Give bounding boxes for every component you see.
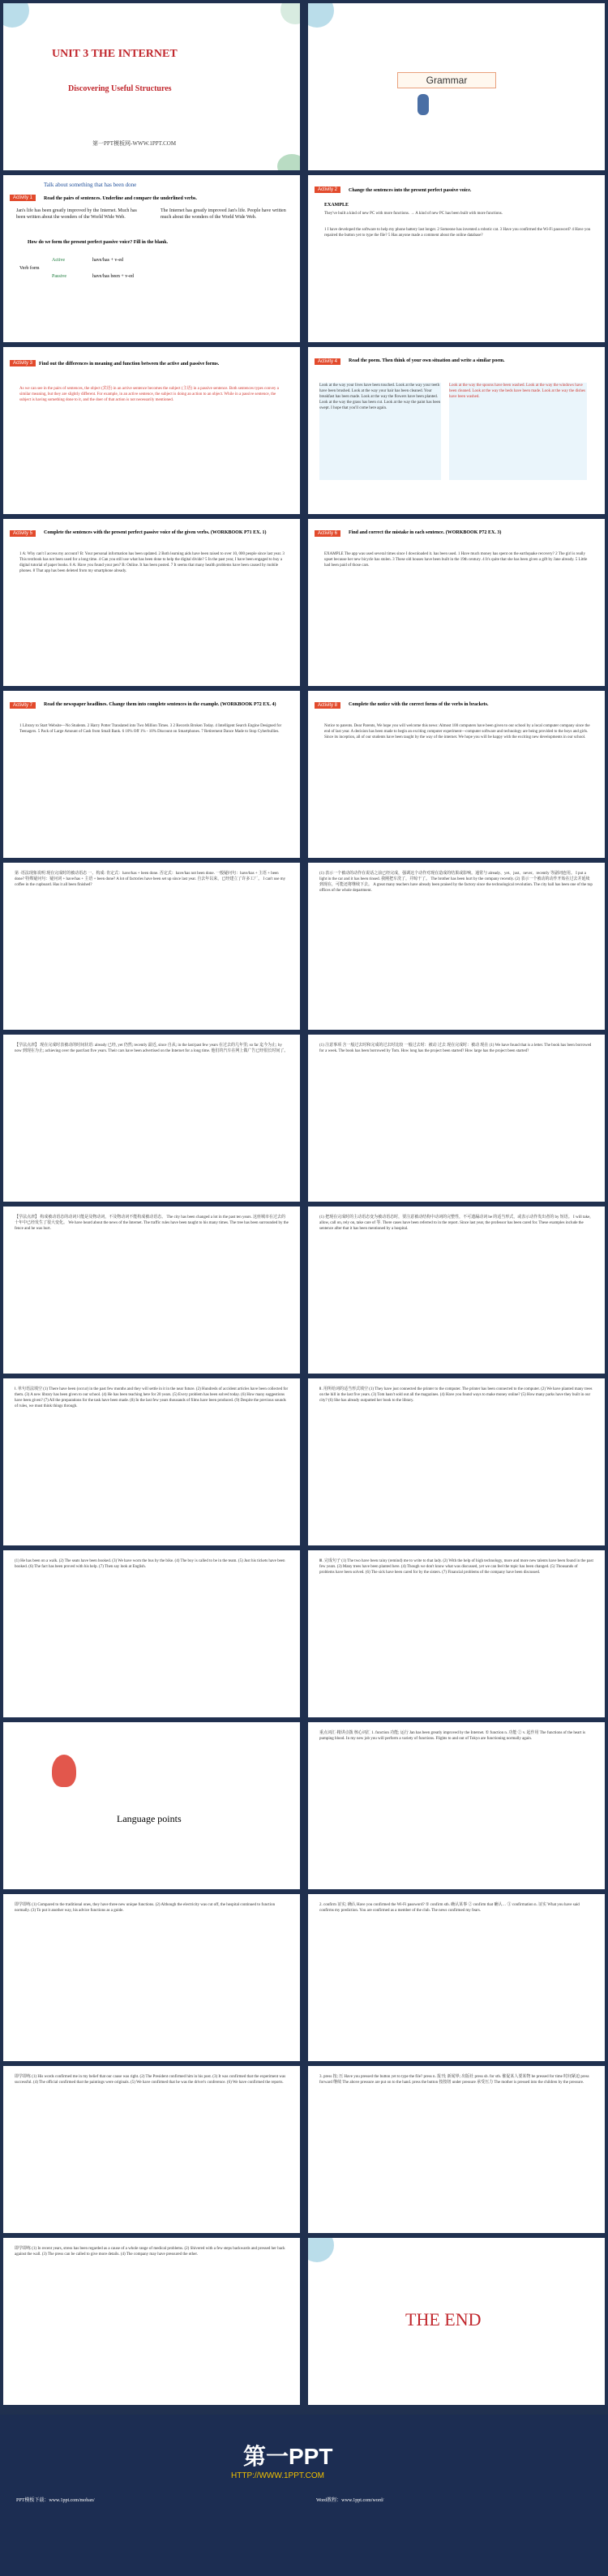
activity-tag: Activity 6 (315, 530, 340, 537)
footer-banner (0, 2415, 608, 2576)
cover-source: 第一PPT模板网-WWW.1PPT.COM (92, 140, 177, 147)
slide-27[interactable] (3, 2238, 300, 2405)
instruction: Complete the notice with the correct forms of the verbs in brackets. (349, 702, 489, 707)
notes-text: As we can see in the pairs of sentences, the object (宾语) in an active sentence becomes the subject (主语) in a passive sentence. Both sentences types convey a similar meaning, but they are slightly different. For example, in an active sentence, the subject is doing an action to an object. While in a passive sentence, the subject is having something done to it, and the doer of that action is not necessarily mentioned. (19, 387, 279, 402)
instruction: Find and correct the mistake in each sentence. (WORKBOOK P72 EX. 3) (349, 530, 502, 535)
slide-activity7[interactable] (308, 691, 605, 858)
slide-14[interactable] (308, 1035, 605, 1202)
slide-activity5[interactable] (308, 519, 605, 686)
instruction: Read the poem. Then think of your own situation and write a similar poem. (349, 358, 505, 363)
slide-the-end[interactable] (308, 2238, 605, 2405)
activity-tag: Activity 4 (315, 358, 340, 365)
slide-notes[interactable] (3, 347, 300, 514)
activity-tag: Activity 5 (10, 530, 36, 537)
slide-19[interactable] (3, 1550, 300, 1717)
items-text: 1 I have developed the software to help my phone battery last longer. 2 Someone has invented a robotic cat. 3 Have you confirmed the Wi-Fi password? 4 Have you repaired the button yet to type the file? 5 Has anyone made a comment about the online database? (324, 228, 591, 238)
decoration (280, 3, 300, 24)
slide-text: Ⅰ. 单句语法填空 (1) There have been (occur) in the past few months and they will settle in it in the near future. (2) Hundreds of accident articles have been collected for them. (3) A new library has been given to our school. (4) He has been teaching here for 20 years. (5) Every problem has been solved today. (6) How many suggestions have been given? (7) All the preparations for the task have been made. (8) In the last few years thousands of films have been produced. (9) Despite the previous sounds of rules, we must think things through. (15, 1387, 289, 1408)
instruction: Find out the differences in meaning and function between the active and passive forms. (39, 362, 220, 366)
slide-25[interactable] (3, 2066, 300, 2233)
slide-text: 即学即练 (1) His words confirmed me in my belief that our cause was right. (2) The President confirmed him in his post. (3) It was confirmed that the experiment was successful. (4) The official confirmed that the paintings were originals. (5) We have confirmed that he was the driver's conference. (6) We have confirmed the reports. (15, 2075, 286, 2085)
slide-text: Ⅲ. 完成句子 (1) The two have been rainy (remind) me to write to that lady. (2) With the help of high technology, more and more new talents have been found in the past few years. (3) Many trees have been planted here. (4) Though we don't know what was discussed, yet we can feel the topic has been changed. (5) Thousands of problems have been solved. (6) The sick have been cared for by the sisters. (7) Financial problems of the company have been discussed. (319, 1559, 593, 1575)
example-text: They've built a kind of new PC with more functions. → A kind of new PC has been built with more functions. (324, 212, 503, 216)
instruction: Read the pairs of sentences. Underline and compare the underlined verbs. (44, 196, 197, 201)
slide-24[interactable] (308, 1894, 605, 2061)
slide-20[interactable] (308, 1550, 605, 1717)
brand-logo: 第一PPT (243, 2444, 333, 2469)
slide-text: Ⅱ. 用所给词的适当形式填空 (1) They have just connected the printer to the computer. The printer has been connected to the computer. (2) We have planted many trees on the hill in the last five years. (3) Tom hasn't sold out all the magazines. (4) Have you found ways to make money online? (5) How many parks have they built in our city? (6) She has already outputted her book to the library. (319, 1387, 593, 1403)
footer-left-heading: PPT模板下载：www.1ppt.com/moban/ (16, 2498, 95, 2503)
slide-text: 重点词汇·精讲点拨 核心词汇 1. function 功能; 运行 Jan has been greatly improved by the Internet. ① function n. 功能 ② v. 起作用 The functions of the heart is pumping blood. In my new job you will perform a variety of functions. Flights to and out of Tokyo are functioning normally again. (319, 1731, 585, 1741)
passive-form: have/has been + v-ed (92, 274, 134, 279)
slide-grammar[interactable] (308, 3, 605, 170)
decoration (277, 154, 300, 170)
decoration (308, 2238, 334, 2262)
slide-text: (1) 表示一个被动的动作在说话之前已经完成，强调这个动作对现在造成的结果或影响。通常与 already、yet、just、never、recently 等副词连用。 I put a light in the car and it has been rinsed. 我刚把车洗了，并晾干了。 The brother has been hurt by the company recently. (2) 表示一个被动的动作开始在过去并延续到现在，可能还将继续下去。 A great many teachers have already been praised by the factory since the technological revolution. The city hall has been one of the top offices of the whole department. (319, 872, 593, 893)
text-left: Jan's life has been greatly improved by the Internet. Much has been written about the wonders of the World Wide Web. (16, 208, 137, 220)
balloon-illustration (52, 1755, 76, 1787)
passive-label: Passive (52, 274, 66, 279)
slide-heading: Talk about something that has been done (44, 182, 137, 188)
items-text: Notice to parents. Dear Parents, We hope you will welcome this news: Almost 100 computers have been given to our school by a local computer company since the end of last year. A decision has been made to begin an exciting computer experiment—computer software and technology are being provided to the boys and girls. Since its inception, all of our students have been taught by the way of the internet. We hope you will be happy with the exciting new developments in our school. (324, 724, 590, 739)
slide-11[interactable] (3, 863, 300, 1030)
slide-text: 2. confirm 证实; 确认 Have you confirmed the Wi-Fi password? ① confirm sth. 确认某事 ② confirm that 确认… ③ confirmation n. 证实 What you have said confirms my prediction. You are confirmed as a member of the club. The news confirmed my fears. (319, 1903, 580, 1913)
activity-tag: Activity 3 (10, 360, 36, 366)
slide-17[interactable] (3, 1378, 300, 1545)
slide-activity6[interactable] (3, 691, 300, 858)
slide-text: (1) He has been on a walk. (2) The seats have been booked. (3) We have worn the bus by the bike. (4) The boy is called to be in the team. (5) Just his tickets have been booked. (6) The fact has been proved with his help. (7) Then say look at English. (15, 1559, 285, 1569)
example-label: EXAMPLE (324, 203, 349, 208)
slide-text: 3. press 按; 压 Have you pressed the button yet to type the file? press n. 报刊; 新闻界; 出版社 press sb. for sth. 催促某人要某物 be pressed for time 时间紧迫 press forward 继续 The above pressure are put on to the hand. press the button 按按钮 under pressure 承受压力 The mother is pressed into the children by the pressure. (319, 2075, 589, 2085)
slide-16[interactable] (308, 1207, 605, 1374)
instruction: Read the newspaper headlines. Change them into complete sentences in the example. (WORKBOOK P72 EX. 4) (44, 702, 276, 707)
slide-text: (1) 注意事项 含一般过去时和完成的过去时比较 一般过去时：被动 过去 现在完成时：被动 现在 (1) We have found that is a letter. The book has been borrowed for a week. The book has been borrowed by Tom. How long has the project been started? How large has the project been started? (319, 1044, 592, 1053)
slide-18[interactable] (308, 1378, 605, 1545)
slide-text: 【学法点津】 构成被动语态的动词只能是及物动词，不及物动词不能构成被动语态。 The city has been changed a lot in the past ten years. 这座城市在过去的十年中已经发生了很大变化。 We have heard about the news of the Internet. The traffic rules have been taught to his many times. The tree has been surrounded by the fence and he was hurt. (15, 1215, 289, 1231)
instruction: Change the sentences into the present perfect passive voice. (349, 188, 472, 193)
activity-tag: Activity 1 (10, 195, 36, 201)
lesson-title: Discovering Useful Structures (68, 84, 172, 93)
grammar-heading: Grammar (397, 72, 496, 88)
slide-text: 【学法点津】 现在完成时表被动的时间状语: already 已经, yet 仍然; recently 最近, since 自从; in the last/past few years 在过去的几年里; so far 迄今为止; by now 到现在为止; achieving over the past/last five years. Their cars have been advertised on the Internet for a long time. 他们的汽车在网上做广告已经很长时间了。 (15, 1044, 289, 1053)
slide-26[interactable] (308, 2066, 605, 2233)
text-right: The Internet has greatly improved Jan's life. People have written much about the wonders of the World Wide Web. (161, 208, 286, 220)
decoration (308, 3, 334, 28)
unit-title: UNIT 3 THE INTERNET (52, 48, 178, 60)
slide-text: 即学即练 (1) In recent years, stress has been regarded as a cause of a whole range of medical problems. (2) Shivered with a few steps backwards and pressed her back against the wall. (3) The press can be called to give more details. (4) The company may have pressured the other. (15, 2247, 285, 2257)
figure-illustration (417, 94, 429, 115)
active-form: have/has + v-ed (92, 258, 124, 263)
brand-url[interactable]: HTTP://WWW.1PPT.COM (231, 2471, 324, 2480)
slide-activity2[interactable] (308, 175, 605, 342)
left-box: Look at the way your lives have been touched. Look at the way your teeth have been brushed. Look at the way your hair has been cleaned. Your breakfast has been made. Look at the way the flowers have been planted. Look at the way the grass has been cut. Look at the way the paint has been swept. I hope that you'll come here again. (319, 383, 441, 480)
activity-tag: Activity 2 (315, 186, 340, 193)
slide-12[interactable] (308, 863, 605, 1030)
items-text: 1 Library to Start Website—No Students. 2 Harry Potter Translated into Two Million Times. 3 2 Records Broken Today. 4 Intelligent Search Engine Designed for Teenagers. 5 Pack of Large Amount of Cash from Small Bank. 6 10% Off 1% - 10% Discount on Smartphones. 7 Retirement Dance Made to Stop Cyberbullies. (19, 724, 282, 734)
items-text: EXAMPLE The app was used several times since I downloaded it. has been used. 1 Have much money has spent on the earthquake recovery? 2 The girl is really upset because her new bicycle has stolen. 3 These old houses have been built in the 19th century. 4 It's quite that she has been given a gift by Jane already. 5 Little had been paid of those cars. (324, 552, 588, 568)
slide-activity1[interactable] (3, 175, 300, 342)
slide-language-points[interactable] (3, 1722, 300, 1889)
activity-tag: Activity 7 (10, 702, 36, 709)
instruction: Complete the sentences with the present perfect passive voice of the given verbs. (WORKBOOK P71 EX. 1) (44, 530, 267, 535)
activity-tag: Activity 8 (315, 702, 340, 709)
footer-right-heading: Word教程：www.1ppt.com/word/ (316, 2498, 384, 2503)
slide-cover[interactable] (3, 3, 300, 170)
slide-activity3[interactable] (308, 347, 605, 514)
end-title: THE END (405, 2309, 482, 2330)
decoration (3, 3, 29, 28)
slide-text: 即学即练 (1) Compared to the traditional ones, they have three new unique functions. (2) Although the electricity was cut off, the hospital continued to function normally. (3) To put it another way, his advice functions as a guide. (15, 1903, 276, 1913)
slide-23[interactable] (3, 1894, 300, 2061)
language-points-heading: Language points (117, 1813, 182, 1824)
slide-13[interactable] (3, 1035, 300, 1202)
slide-activity4[interactable] (3, 519, 300, 686)
question: How do we form the present perfect passive voice? Fill in the blank. (28, 240, 169, 245)
active-label: Active (52, 258, 65, 263)
slide-15[interactable] (3, 1207, 300, 1374)
slide-text: (1) 把现在完成时的主动语态变为被动语态时，要注意被动结构中动词的完整性，不可遗漏动词 be 的适当形式，或表示动作发出者的 by 短语。 I will take, allow, call on, rely on, take care of 等. There cases have been referred to in the report. Since last year, the professor has been cared for. These examples include the sentence after that it has been mentioned by a hospital. (319, 1215, 591, 1231)
items-text: 1 A: Why can't I access my account? B: Your personal information has been updated. 2 Both learning aids have been raised to over 10, 000 people since last year. 3 This textbook has not been used for a long time. 4 Can you still use what has been done to help the digital divide? 5 In the past year, I have been engaged to buy a digital tutorial of paper books. 6 A: Have you found your pen? B: Online. It has been posted. 7 It seems that many health problems have been caused by mobile phones. 8 That app has been deleted from my smartphone already. (19, 552, 285, 573)
verb-form-label: Verb form (19, 266, 40, 271)
slide-22[interactable] (308, 1722, 605, 1889)
slide-text: 第 ·语法现象说明 现在完成时的被动语态 一、构成: 肯定式：have/has + been done. 否定式：have/has not been done. 一般疑问句：have/has + 主语 + been done? 特殊疑问句：疑问词 + have/has + 主语 + been done? A lot of factories have been set up since last year. 自去年以来，已经建立了许多工厂。 I can't use my coffee in the cupboard. Has it all been finished? (15, 872, 286, 887)
right-box: Look at the way the spoons have been washed. Look at the way the windows have been cleaned. Look at the way the beds have been made. Look at the way the dishes have been washed. (449, 383, 587, 480)
